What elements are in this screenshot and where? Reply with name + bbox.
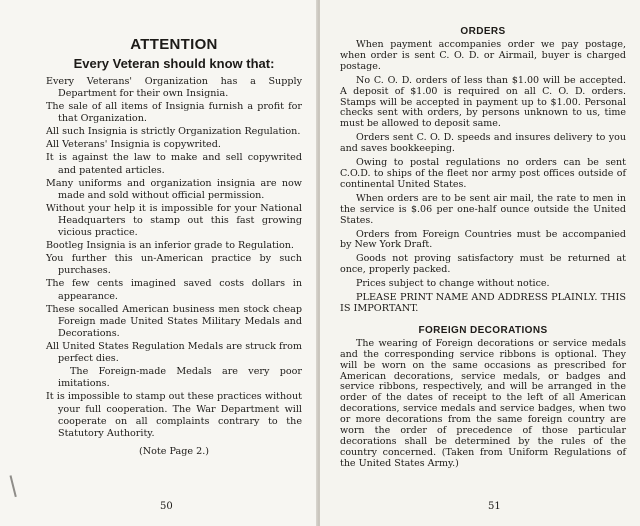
list-item: The Foreign-made Medals are very poor imitations. <box>58 366 302 390</box>
orders-paragraph: Orders sent C. O. D. speeds and insures delivery to you and saves bookkeeping. <box>340 132 626 155</box>
orders-paragraph: Orders from Foreign Countries must be accompanied by New York Draft. <box>340 228 626 251</box>
list-item: All Veterans' Insignia is copywrited. <box>46 139 221 151</box>
page-title: ATTENTION <box>130 36 218 53</box>
orders-paragraph: Owing to postal regulations no orders can be sent C.O.D. to ships of the fleet nor army post offices outside of continental United States. <box>340 157 626 190</box>
list-item: These socalled American business men stock cheap Foreign made United States Military Medals and Decorations. <box>46 303 302 340</box>
right-page <box>320 0 640 526</box>
list-item: The few cents imagined saved costs dollars in appearance. <box>46 278 302 302</box>
orders-paragraph: No C. O. D. orders of less than $1.00 will be accepted. A deposit of $1.00 is required on all C. O. D. orders. Stamps will be accepted in payment up to $1.00. Personal checks sent with orders, by persons unknown to us, time must be allowed to deposit same. <box>340 74 626 130</box>
orders-notice: PLEASE PRINT NAME AND ADDRESS PLAINLY. THIS IS IMPORTANT. <box>340 292 626 314</box>
page-note: (Note Page 2.) <box>138 446 209 458</box>
list-item: All such Insignia is strictly Organization Regulation. <box>46 126 301 138</box>
list-item: Every Veterans' Organization has a Supply Department for their own Insignia. <box>46 76 302 100</box>
list-item: You further this un-American practice by such purchases. <box>46 253 302 277</box>
orders-paragraph: Goods not proving satisfactory must be returned at once, properly packed. <box>340 253 626 276</box>
page-number: 51 <box>488 501 501 512</box>
list-item: It is impossible to stamp out these practices without your full cooperation. The War Department will cooperate on all complaints contrary to the Statutory Authority. <box>46 391 302 440</box>
list-item: It is against the law to make and sell copywrited and patented articles. <box>46 152 302 176</box>
list-item: Many uniforms and organization insignia are now made and sold without official permission. <box>46 177 302 201</box>
list-item: The sale of all items of Insignia furnish a profit for that Organization. <box>46 101 302 125</box>
decorations-paragraph: The wearing of Foreign decorations or service medals and the corresponding service ribbons is optional. They will be worn on the same occasions as prescribed for American decorations, service medals, or badges and service ribbons, respectively, and will be arranged in the order of the dates of receipt to the left of all American decorations, service medals and service badges, when two or more decorations from the same foreign country are worn the order of precedence of those particular decorations shall be determined by the rules of the country concerned. (Taken from Uniform Regulations of the United States Army.) <box>340 337 626 469</box>
orders-paragraph: When payment accompanies order we pay postage, when order is sent C. O. D. or Airmail, buyer is charged postage. <box>340 39 626 72</box>
decorations-heading: FOREIGN DECORATIONS <box>418 324 548 336</box>
orders-paragraph: Prices subject to change without notice. <box>356 278 550 290</box>
orders-heading: ORDERS <box>460 26 506 37</box>
attention-list <box>46 76 302 440</box>
list-item: All United States Regulation Medals are struck from perfect dies. <box>46 341 302 365</box>
orders-paragraph: When orders are to be sent air mail, the rate to men in the service is $.06 per one-half ounce outside the United States. <box>340 192 626 226</box>
list-item: Without your help it is impossible for your National Headquarters to stamp out this fast growing vicious practice. <box>46 202 302 239</box>
pencil-mark <box>10 473 27 497</box>
list-item: Bootleg Insignia is an inferior grade to Regulation. <box>46 240 294 252</box>
page-subtitle: Every Veteran should know that: <box>73 56 275 71</box>
page-number: 50 <box>160 501 173 512</box>
left-page <box>0 0 318 526</box>
